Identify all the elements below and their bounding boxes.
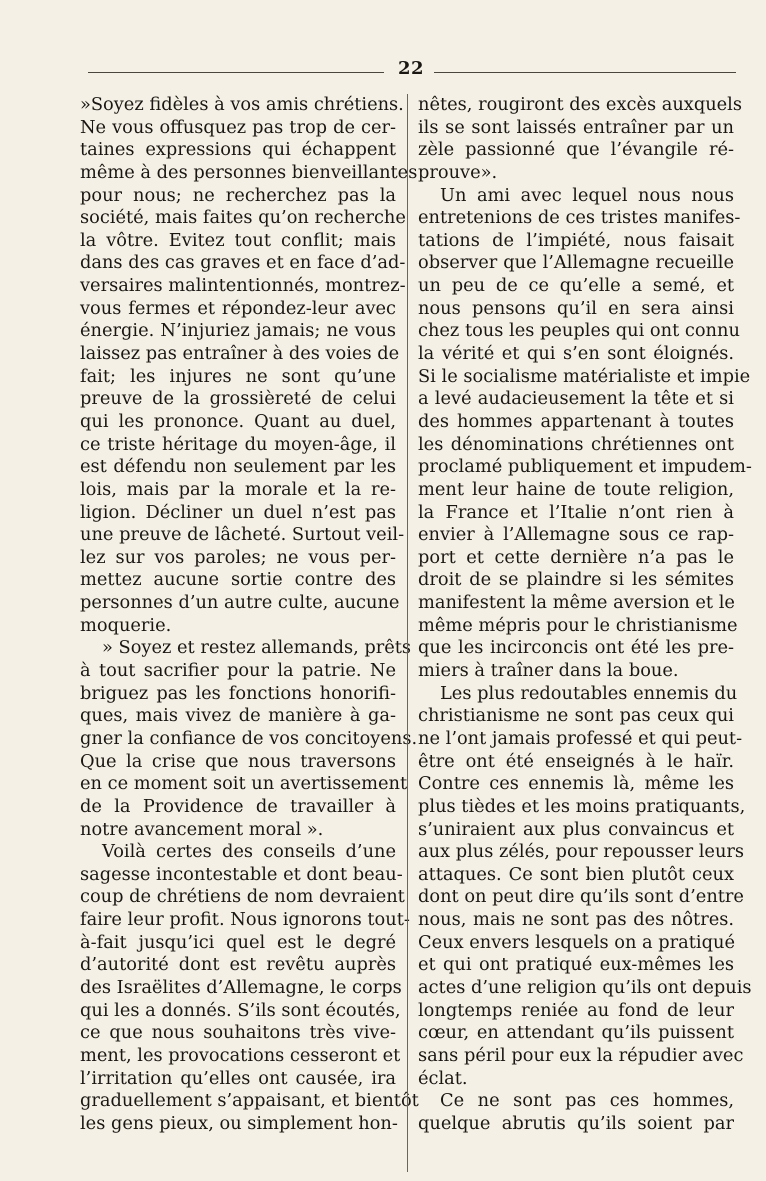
- text-line: faire leur profit. Nous ignorons tout-: [80, 909, 410, 931]
- text-line: des Israëlites d’Allemagne, le corps: [80, 976, 402, 998]
- text-line: Les plus redoutables ennemis du: [440, 682, 738, 704]
- column-divider: [407, 94, 408, 1172]
- text-line: laissez pas entraîner à des voies de: [80, 343, 400, 365]
- text-line: qui les prononce. Quant au duel,: [80, 410, 396, 432]
- text-line: les dénominations chrétiennes ont: [418, 433, 734, 455]
- text-line: ce que nous souhaitons très vive-: [80, 1022, 396, 1044]
- text-line: manifestent la même aversion et le: [418, 592, 735, 614]
- text-line: même à des personnes bienveillantes: [80, 161, 418, 183]
- text-line: vous fermes et répondez-leur avec: [80, 297, 396, 319]
- text-line: preuve de la grossièreté de celui: [80, 388, 396, 410]
- text-line: miers à traîner dans la boue.: [418, 660, 679, 682]
- text-line: Que la crise que nous traversons: [80, 750, 396, 772]
- left-column: [80, 94, 419, 1135]
- text-line: l’irritation qu’elles ont causée, ira: [80, 1067, 396, 1089]
- text-line: attaques. Ce sont bien plutôt ceux: [418, 863, 734, 885]
- text-line: Si le socialisme matérialiste et impie: [418, 365, 751, 387]
- text-columns: [80, 94, 752, 1174]
- text-line: ce triste héritage du moyen-âge, il: [80, 433, 396, 455]
- text-line: ils se sont laissés entraîner par un: [418, 116, 734, 138]
- text-line: tations de l’impiété, nous faisait: [418, 229, 734, 251]
- text-line: fait; les injures ne sont qu’une: [80, 365, 396, 387]
- text-line: gner la confiance de vos concitoyens.: [80, 727, 418, 749]
- text-line: à tout sacrifier pour la patrie. Ne: [80, 660, 396, 682]
- text-line: aux plus zélés, pour repousser leurs: [418, 841, 745, 863]
- text-line: dans des cas graves et en face d’ad-: [80, 252, 406, 274]
- text-line: longtemps reniée au fond de leur: [418, 999, 734, 1021]
- text-line: Contre ces ennemis là, même les: [418, 773, 734, 795]
- text-line: sagesse incontestable et dont beau-: [80, 863, 403, 885]
- text-line: briguez pas les fonctions honorifi-: [80, 682, 396, 704]
- text-line: entretenions de ces tristes manifes-: [418, 207, 741, 229]
- text-line: proclamé publiquement et impudem-: [418, 456, 752, 478]
- text-line: et qui ont pratiqué eux-mêmes les: [418, 954, 734, 976]
- text-line: notre avancement moral ».: [80, 818, 324, 840]
- text-line: que les incirconcis ont été les pre-: [418, 637, 734, 659]
- text-line: en ce moment soit un avertissement: [80, 773, 408, 795]
- text-line: quelque abrutis qu’ils soient par: [418, 1112, 734, 1134]
- text-line: versaires malintentionnés, montrez-: [80, 275, 406, 297]
- text-line: à-fait jusqu’ici quel est le degré: [80, 931, 396, 953]
- text-line: actes d’une religion qu’ils ont depuis: [418, 976, 752, 998]
- text-line: est défendu non seulement par les: [80, 456, 396, 478]
- text-line: ment leur haine de toute religion,: [418, 478, 734, 500]
- text-line: chez tous les peuples qui ont connu: [418, 320, 740, 342]
- text-line: éclat.: [418, 1067, 468, 1089]
- text-line: société, mais faites qu’on recherche: [80, 207, 406, 229]
- text-line: sans péril pour eux la répudier avec: [418, 1044, 744, 1066]
- page-header: [88, 56, 736, 86]
- text-line: énergie. N’injuriez jamais; ne vous: [80, 320, 396, 342]
- right-column: [418, 94, 752, 1135]
- text-line: nous pensons qu’il en sera ainsi: [418, 297, 734, 319]
- text-line: christianisme ne sont pas ceux qui: [418, 705, 734, 727]
- text-line: moquerie.: [80, 614, 172, 636]
- text-line: graduellement s’appaisant, et bientôt: [80, 1090, 419, 1112]
- header-rule-right: [434, 72, 736, 73]
- text-line: qui les a donnés. S’ils sont écoutés,: [80, 999, 401, 1021]
- text-line: Ceux envers lesquels on a pratiqué: [418, 931, 735, 953]
- text-line: port et cette dernière n’a pas le: [418, 546, 734, 568]
- text-line: la vôtre. Evitez tout conflit; mais: [80, 229, 396, 251]
- text-line: être ont été enseignés à le haïr.: [418, 750, 734, 772]
- text-line: d’autorité dont est revêtu auprès: [80, 954, 396, 976]
- text-line: un peu de ce qu’elle a semé, et: [418, 275, 734, 297]
- text-line: lez sur vos paroles; ne vous per-: [80, 546, 396, 568]
- text-line: cœur, en attendant qu’ils puissent: [418, 1022, 734, 1044]
- text-line: personnes d’un autre culte, aucune: [80, 592, 400, 614]
- text-line: la vérité et qui s’en sont éloignés.: [418, 343, 734, 365]
- text-line: nêtes, rougiront des excès auxquels: [418, 94, 742, 115]
- text-line: ment, les provocations cesseront et: [80, 1044, 401, 1066]
- text-line: Un ami avec lequel nous nous: [440, 184, 734, 206]
- text-line: » Soyez et restez allemands, prêts: [102, 637, 412, 659]
- text-line: droit de se plaindre si les sémites: [418, 569, 734, 591]
- text-line: zèle passionné que l’évangile ré-: [418, 139, 734, 161]
- header-rule-left: [88, 72, 384, 73]
- text-line: ligion. Décliner un duel n’est pas: [80, 501, 396, 523]
- text-line: coup de chrétiens de nom devraient: [80, 886, 405, 908]
- text-line: ne l’ont jamais professé et qui peut-: [418, 727, 743, 749]
- text-line: taines expressions qui échappent: [80, 139, 396, 161]
- text-line: envier à l’Allemagne sous ce rap-: [418, 524, 734, 546]
- text-line: observer que l’Allemagne recueille: [418, 252, 734, 274]
- text-line: Ne vous offusquez pas trop de cer-: [80, 116, 396, 138]
- text-line: prouve».: [418, 161, 498, 183]
- text-line: une preuve de lâcheté. Surtout veil-: [80, 524, 405, 546]
- text-line: les gens pieux, ou simplement hon-: [80, 1112, 398, 1134]
- text-line: la France et l’Italie n’ont rien à: [418, 501, 734, 523]
- text-line: lois, mais par la morale et la re-: [80, 478, 396, 500]
- text-line: plus tièdes et les moins pratiquants,: [418, 795, 746, 817]
- text-line: des hommes appartenant à toutes: [418, 410, 734, 432]
- text-line: »Soyez fidèles à vos amis chrétiens.: [80, 94, 404, 115]
- page-number: 22: [397, 58, 425, 79]
- text-line: nous, mais ne sont pas des nôtres.: [418, 909, 734, 931]
- text-line: s’uniraient aux plus convaincus et: [418, 818, 734, 840]
- text-line: Ce ne sont pas ces hommes,: [440, 1090, 734, 1112]
- text-line: dont on peut dire qu’ils sont d’entre: [418, 886, 744, 908]
- text-line: même mépris pour le christianisme: [418, 614, 738, 636]
- text-line: mettez aucune sortie contre des: [80, 569, 396, 591]
- text-line: de la Providence de travailler à: [80, 795, 396, 817]
- text-line: Voilà certes des conseils d’une: [102, 841, 396, 863]
- text-line: ques, mais vivez de manière à ga-: [80, 705, 396, 727]
- text-line: pour nous; ne recherchez pas la: [80, 184, 396, 206]
- text-line: a levé audacieusement la tête et si: [418, 388, 734, 410]
